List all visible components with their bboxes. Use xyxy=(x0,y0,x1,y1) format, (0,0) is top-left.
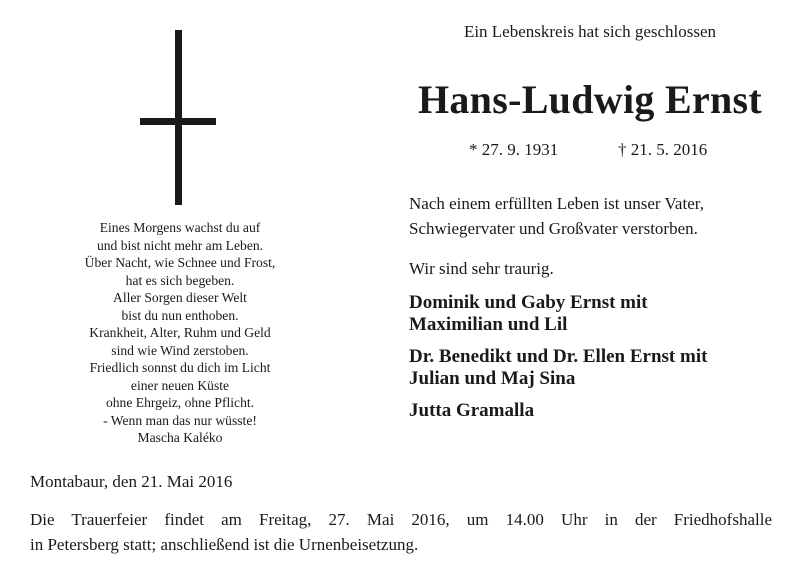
poem-line: Aller Sorgen dieser Welt xyxy=(113,290,247,305)
mourner-line: Dr. Benedikt und Dr. Ellen Ernst mit xyxy=(409,346,708,367)
poem-line: sind wie Wind zerstoben. xyxy=(111,342,249,358)
mourner-group xyxy=(409,400,794,422)
mourner-line: Jutta Gramalla xyxy=(409,400,535,421)
cross-horizontal-bar xyxy=(140,118,216,125)
poem-line: Krankheit, Alter, Ruhm und Geld xyxy=(89,325,271,340)
funeral-line: in Petersberg statt; anschließend ist die Urnenbeisetzung. xyxy=(30,535,419,554)
mourner-line: Dominik und Gaby Ernst mit xyxy=(409,292,648,313)
poem-line: - Wenn man das nur wüsste! xyxy=(103,412,257,428)
poem-line: bist du nun enthoben. xyxy=(121,307,239,323)
funeral-info xyxy=(30,507,772,557)
poem-line: einer neuen Küste xyxy=(130,377,230,393)
message-line: Nach einem erfüllten Leben ist unser Vater, xyxy=(409,194,704,213)
poem-line: hat es sich begeben. xyxy=(125,272,235,288)
mourner-line: Maximilian und Lil xyxy=(409,314,568,335)
poem xyxy=(50,219,310,447)
sad-line: Wir sind sehr traurig. xyxy=(409,259,554,278)
place-date: Montabaur, den 21. Mai 2016 xyxy=(30,472,233,491)
poem-line: ohne Ehrgeiz, ohne Pflicht. xyxy=(105,395,255,410)
mourners-list xyxy=(409,292,794,432)
poem-line: Eines Morgens wachst du auf xyxy=(99,220,261,235)
mourner-group xyxy=(409,292,794,336)
deceased-name: Hans-Ludwig Ernst xyxy=(417,77,763,122)
mourner-group xyxy=(409,346,794,390)
death-date: † 21. 5. 2016 xyxy=(618,140,708,159)
message xyxy=(409,191,789,241)
birth-date: * 27. 9. 1931 xyxy=(469,140,559,159)
poem-line: Friedlich sonnst du dich im Licht xyxy=(89,360,271,375)
poem-line: Über Nacht, wie Schnee und Frost, xyxy=(84,255,276,270)
cross-icon xyxy=(140,30,216,205)
headline: Ein Lebenskreis hat sich geschlossen xyxy=(463,22,717,41)
message-line: Schwiegervater und Großvater verstorben. xyxy=(409,219,698,238)
funeral-line: Die Trauerfeier findet am Freitag, 27. Mai 2016, um 14.00 Uhr in der Friedhofshalle xyxy=(30,510,772,529)
mourner-line: Julian und Maj Sina xyxy=(409,368,576,389)
poem-line: und bist nicht mehr am Leben. xyxy=(96,237,264,253)
poem-author: Mascha Kaléko xyxy=(137,430,223,445)
